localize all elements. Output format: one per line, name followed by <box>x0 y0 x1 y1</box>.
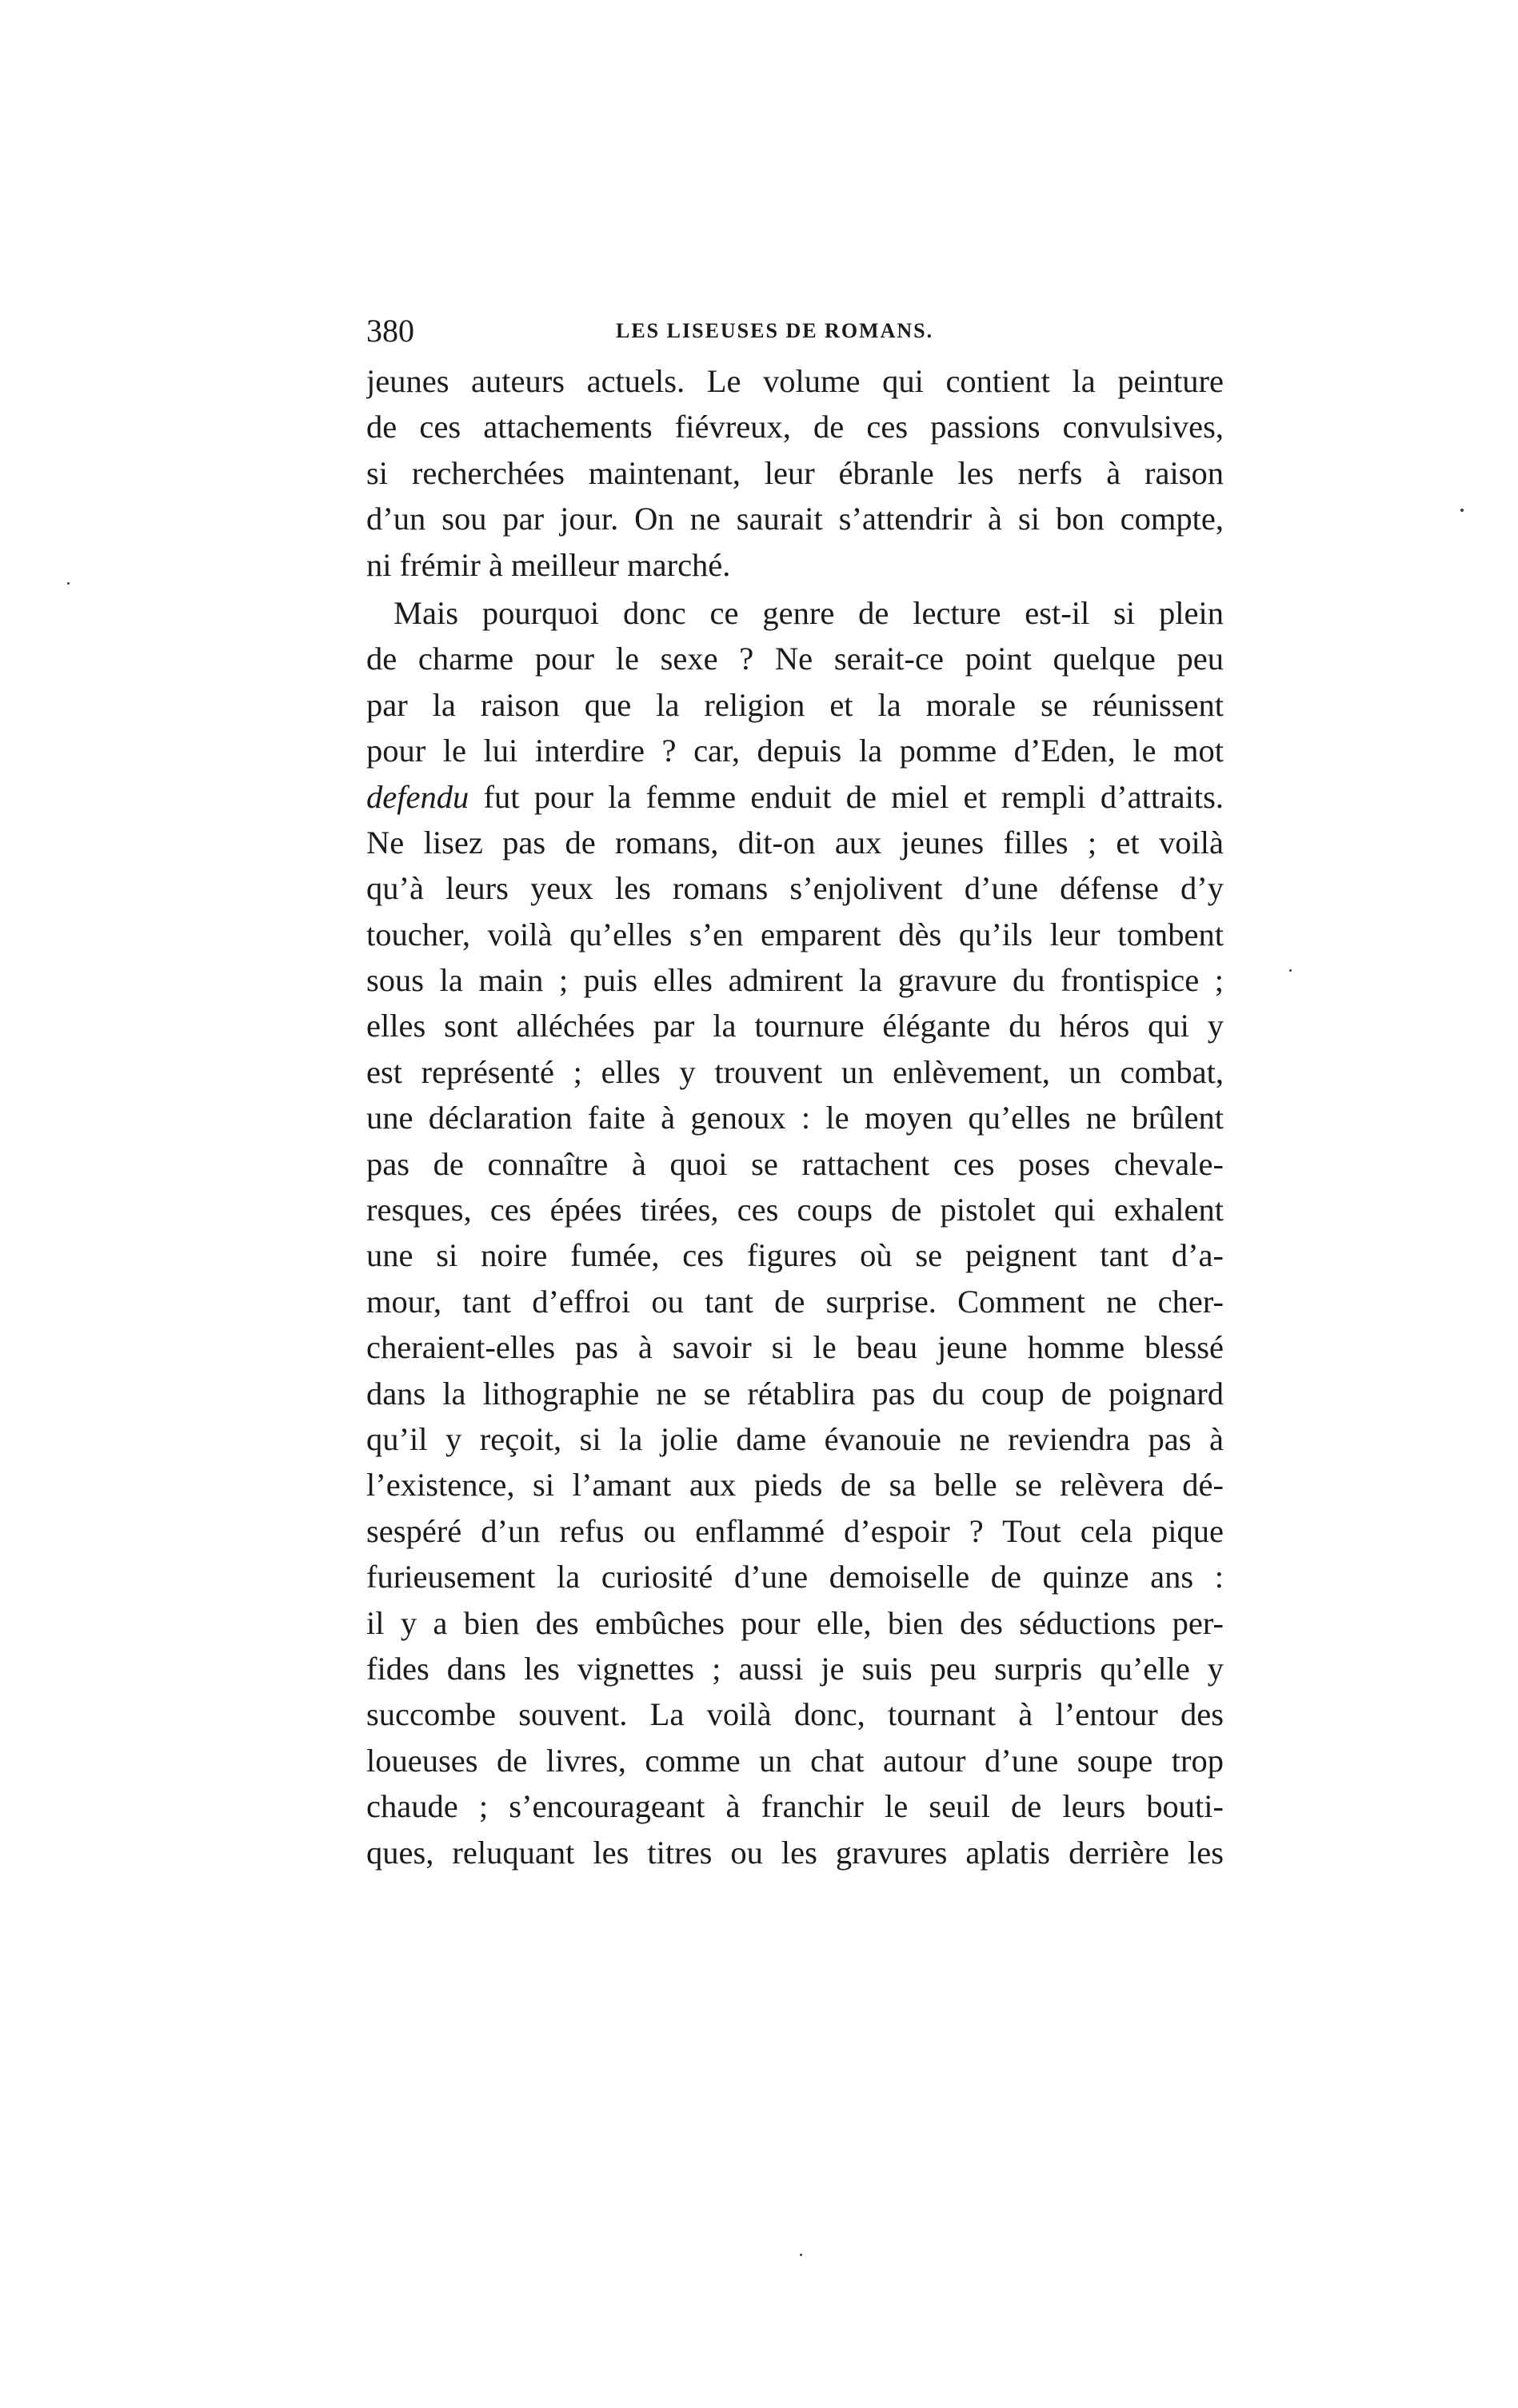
scan-speck <box>1289 969 1292 972</box>
text-line: elles sont alléchées par la tournure élégante du héros qui y <box>366 1008 1224 1044</box>
text-line: dans la lithographie ne se rétablira pas du coup de poignard <box>366 1375 1224 1412</box>
text-line: de ces attachements fiévreux, de ces passions convulsives, <box>366 409 1224 445</box>
text-line: si recherchées maintenant, leur ébranle les nerfs à raison <box>366 454 1224 491</box>
italic-word: defendu <box>366 778 469 815</box>
text-line: une déclaration faite à genoux : le moyen qu’elles ne brûlent <box>366 1100 1224 1136</box>
text-line: de charme pour le sexe ? Ne serait-ce point quelque peu <box>366 641 1224 677</box>
text-line: Ne lisez pas de romans, dit-on aux jeunes filles ; et voilà <box>366 824 1224 861</box>
text-line: est représenté ; elles y trouvent un enlèvement, un combat, <box>366 1053 1224 1090</box>
text-line: qu’à leurs yeux les romans s’enjolivent d’une défense d’y <box>366 870 1224 907</box>
text-line: sespéré d’un refus ou enflammé d’espoir ? Tout cela pique <box>366 1512 1224 1549</box>
text-line: ni frémir à meilleur marché. <box>366 546 731 583</box>
text-line: cheraient-elles pas à savoir si le beau jeune homme blessé <box>366 1329 1224 1366</box>
text-line: sous la main ; puis elles admirent la gravure du frontispice ; <box>366 962 1224 999</box>
text-line: mour, tant d’effroi ou tant de surprise. Comment ne cher- <box>366 1283 1224 1320</box>
text-line: pas de connaître à quoi se rattachent ces poses chevale- <box>366 1145 1224 1182</box>
text-line: d’un sou par jour. On ne saurait s’attendrir à si bon compte, <box>366 501 1224 537</box>
text-line: loueuses de livres, comme un chat autour d’une soupe trop <box>366 1742 1224 1779</box>
page-number: 380 <box>366 313 414 349</box>
text-line: Mais pourquoi donc ce genre de lecture est-il si plein <box>393 594 1224 631</box>
text-line: il y a bien des embûches pour elle, bien des séductions per- <box>366 1604 1224 1641</box>
text-line: toucher, voilà qu’elles s’en emparent dès qu’ils leur tombent <box>366 916 1224 952</box>
text-line: fides dans les vignettes ; aussi je suis peu surpris qu’elle y <box>366 1650 1224 1687</box>
body-text <box>366 358 1224 1875</box>
page-header <box>366 310 1224 352</box>
text-line: resques, ces épées tirées, ces coups de pistolet qui exhalent <box>366 1192 1224 1228</box>
scan-speck <box>1460 509 1464 512</box>
text-line: chaude ; s’encourageant à franchir le seuil de leurs bouti- <box>366 1788 1224 1825</box>
scan-speck <box>67 582 70 585</box>
text-line-rest: fut pour la femme enduit de miel et rempli d’attraits. <box>483 778 1224 815</box>
text-line: par la raison que la religion et la morale se réunissent <box>366 686 1224 723</box>
text-line: qu’il y reçoit, si la jolie dame évanouie ne reviendra pas à <box>366 1420 1224 1457</box>
text-line: furieusement la curiosité d’une demoiselle de quinze ans : <box>366 1559 1224 1595</box>
text-line-with-italic <box>366 774 1224 820</box>
running-title: LES LISEUSES DE ROMANS. <box>616 319 934 342</box>
text-line: une si noire fumée, ces figures où se peignent tant d’a- <box>366 1237 1224 1274</box>
text-line: l’existence, si l’amant aux pieds de sa belle se relèvera dé- <box>366 1467 1224 1504</box>
scan-speck <box>800 2254 802 2256</box>
text-line: pour le lui interdire ? car, depuis la pomme d’Eden, le mot <box>366 733 1224 769</box>
text-line: succombe souvent. La voilà donc, tournant à l’entour des <box>366 1696 1224 1733</box>
text-line: ques, reluquant les titres ou les gravures aplatis derrière les <box>366 1834 1224 1871</box>
text-line: jeunes auteurs actuels. Le volume qui contient la peinture <box>366 363 1224 399</box>
